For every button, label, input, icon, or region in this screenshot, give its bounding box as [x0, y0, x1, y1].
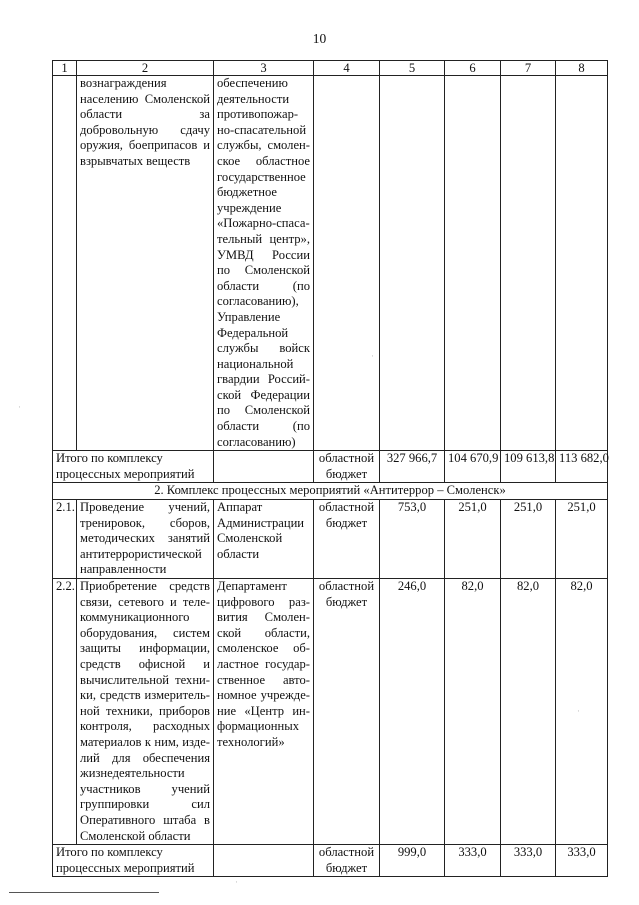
cell-year1 [445, 76, 501, 451]
table-row-continuation [53, 76, 608, 451]
total-value-7: 109 613,8 [501, 451, 556, 483]
event-name: Проведение учений, тренировок, сборов, методических занятий антитеррористической направленности [77, 500, 214, 579]
total-value-6: 333,0 [445, 845, 501, 877]
section-header-row [53, 483, 608, 500]
cell-source [314, 76, 380, 451]
total-value-7: 333,0 [501, 845, 556, 877]
value-5: 753,0 [380, 500, 445, 579]
total-value-8: 113 682,0 [556, 451, 608, 483]
cell-total [380, 76, 445, 451]
total-value-8: 333,0 [556, 845, 608, 877]
col-header-4: 4 [314, 61, 380, 76]
value-6: 82,0 [445, 579, 501, 845]
program-table [52, 60, 608, 877]
executor: Департамент цифрового раз-вития Смолен-ской области, смоленское об-ластное государ-ственное авто-номное учрежде-ние «Центр ин-формационных технологий» [214, 579, 314, 845]
value-8: 82,0 [556, 579, 608, 845]
cell-year3 [556, 76, 608, 451]
page-number: 10 [312, 31, 327, 46]
scan-speck: · [18, 402, 21, 412]
col-header-7: 7 [501, 61, 556, 76]
total-label: Итого по комплексу процессных мероприятий [53, 451, 214, 483]
value-7: 251,0 [501, 500, 556, 579]
total-label: Итого по комплексу процессных мероприятий [53, 845, 214, 877]
section-title: 2. Комплекс процессных мероприятий «Антитеррор – Смоленск» [53, 483, 608, 500]
row-number: 2.2. [53, 579, 77, 845]
value-5: 246,0 [380, 579, 445, 845]
cell-event-name: вознаграждения населению Смоленской области за добровольную сдачу оружия, боеприпасов и взрывчатых веществ [77, 76, 214, 451]
table-row-total-2 [53, 845, 608, 877]
scan-speck: · [577, 706, 580, 716]
table-row-2-2 [53, 579, 608, 845]
scan-speck: · [235, 877, 238, 887]
cell-executor-empty [214, 845, 314, 877]
total-value-5: 327 966,7 [380, 451, 445, 483]
total-value-6: 104 670,9 [445, 451, 501, 483]
scan-speck: · [371, 351, 374, 361]
funding-source: областной бюджет [314, 579, 380, 845]
col-header-8: 8 [556, 61, 608, 76]
row-number: 2.1. [53, 500, 77, 579]
value-8: 251,0 [556, 500, 608, 579]
total-source: областной бюджет [314, 845, 380, 877]
event-name: Приобретение средств связи, сетевого и теле-коммуникационного оборудования, систем защиты информации, средств офисной и вычислительной техни-ки, средств измеритель-ной техники, приборов контроля, расходных материалов к ним, изде-лий для обеспечения жизнедеятельности участников учений группировки сил Оперативного штаба в Смоленской области [77, 579, 214, 845]
col-header-6: 6 [445, 61, 501, 76]
col-header-1: 1 [53, 61, 77, 76]
total-source: областной бюджет [314, 451, 380, 483]
funding-source: областной бюджет [314, 500, 380, 579]
header-row [53, 61, 608, 76]
value-6: 251,0 [445, 500, 501, 579]
cell-num [53, 76, 77, 451]
total-value-5: 999,0 [380, 845, 445, 877]
cell-executor-empty [214, 451, 314, 483]
table-row-2-1 [53, 500, 608, 579]
col-header-3: 3 [214, 61, 314, 76]
col-header-5: 5 [380, 61, 445, 76]
executor: Аппарат Администрации Смоленской области [214, 500, 314, 579]
table-row-total-1 [53, 451, 608, 483]
cell-executor: обеспечению деятельности противопожар-но-спасательной службы, смолен-ское областное государственное бюджетное учреждение «Пожарно-спаса-тельный центр», УМВД России по Смоленской области (по согласованию), Управление Федеральной службы войск национальной гвардии Россий-ской Федерации по Смоленской области (по согласованию) [214, 76, 314, 451]
cell-year2 [501, 76, 556, 451]
footnote-rule [9, 892, 159, 893]
col-header-2: 2 [77, 61, 214, 76]
value-7: 82,0 [501, 579, 556, 845]
